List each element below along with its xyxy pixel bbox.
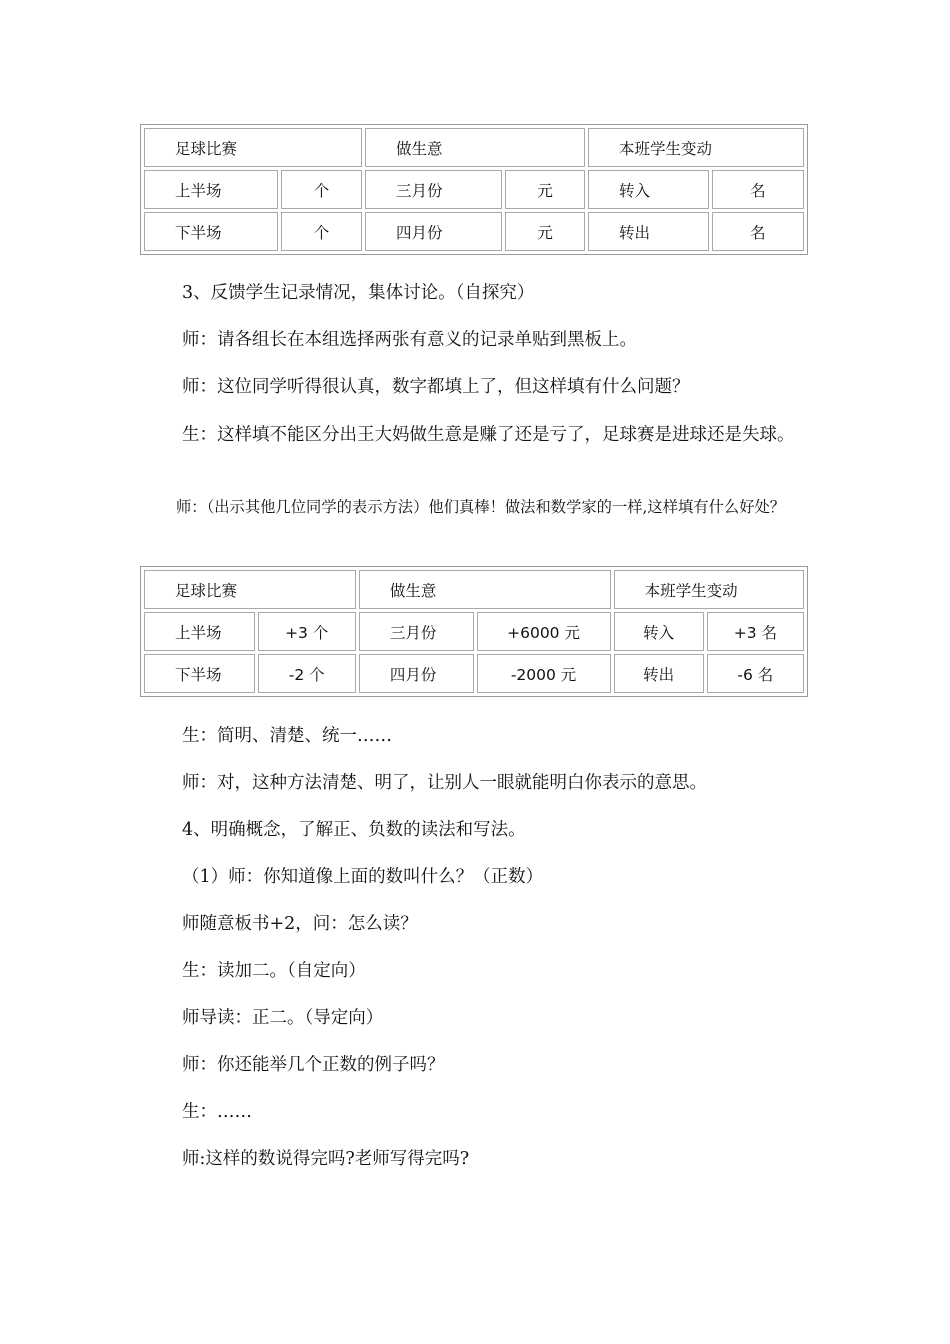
table-cell: -2 个: [258, 654, 356, 693]
table-row: [144, 212, 804, 251]
paragraph: 师：（出示其他几位同学的表示方法）他们真棒！做法和数学家的一样,这样填有什么好处？: [176, 498, 786, 516]
table-cell: 下半场: [144, 212, 278, 251]
paragraph: 3、反馈学生记录情况，集体讨论。（自探究）: [182, 283, 535, 303]
table-cell: 三月份: [359, 612, 474, 651]
table-cell: 转出: [588, 212, 709, 251]
table-row: [144, 612, 804, 651]
record-table-blank: [140, 124, 808, 255]
table-cell: 三月份: [365, 170, 502, 209]
table-cell: +3 名: [707, 612, 804, 651]
paragraph: 师：这位同学听得很认真，数字都填上了，但这样填有什么问题？: [182, 377, 690, 397]
header-football: 足球比赛: [144, 128, 362, 167]
paragraph: 生：这样填不能区分出王大妈做生意是赚了还是亏了，足球赛是进球还是失球。: [182, 425, 795, 445]
paragraph: 生：读加二。（自定向）: [182, 961, 366, 981]
table-cell: 名: [712, 170, 804, 209]
table-cell: 转出: [614, 654, 704, 693]
table-cell: 个: [281, 170, 362, 209]
table-cell: 个: [281, 212, 362, 251]
header-business: 做生意: [365, 128, 585, 167]
table-cell: +6000 元: [477, 612, 611, 651]
record-table-signed: [140, 566, 808, 697]
paragraph: 师随意板书+2，问：怎么读？: [182, 914, 418, 934]
paragraph: 师导读：正二。（导定向）: [182, 1008, 384, 1028]
paragraph: 师:这样的数说得完吗?老师写得完吗?: [182, 1149, 470, 1169]
paragraph: 师：你还能举几个正数的例子吗？: [182, 1055, 445, 1075]
table-cell: -6 名: [707, 654, 804, 693]
table-cell: 元: [505, 212, 585, 251]
paragraph: （1）师：你知道像上面的数叫什么？（正数）: [182, 867, 544, 887]
table-cell: 元: [505, 170, 585, 209]
header-class-change: 本班学生变动: [588, 128, 804, 167]
paragraph: 4、明确概念，了解正、负数的读法和写法。: [182, 820, 526, 840]
table-cell: 转入: [614, 612, 704, 651]
table-cell: 上半场: [144, 170, 278, 209]
table-cell: 下半场: [144, 654, 255, 693]
header-business: 做生意: [359, 570, 611, 609]
table-cell: 四月份: [359, 654, 474, 693]
header-football: 足球比赛: [144, 570, 356, 609]
table-cell: -2000 元: [477, 654, 611, 693]
paragraph: 生：……: [182, 1102, 252, 1122]
header-class-change: 本班学生变动: [614, 570, 804, 609]
table-cell: 四月份: [365, 212, 502, 251]
table-header-row: [144, 128, 804, 167]
paragraph: 师：请各组长在本组选择两张有意义的记录单贴到黑板上。: [182, 330, 637, 350]
table-header-row: [144, 570, 804, 609]
table-cell: +3 个: [258, 612, 356, 651]
paragraph: 师：对，这种方法清楚、明了，让别人一眼就能明白你表示的意思。: [182, 773, 707, 793]
table-cell: 转入: [588, 170, 709, 209]
table-cell: 名: [712, 212, 804, 251]
paragraph: 生：简明、清楚、统一……: [182, 726, 392, 746]
table-row: [144, 170, 804, 209]
table-cell: 上半场: [144, 612, 255, 651]
table-row: [144, 654, 804, 693]
